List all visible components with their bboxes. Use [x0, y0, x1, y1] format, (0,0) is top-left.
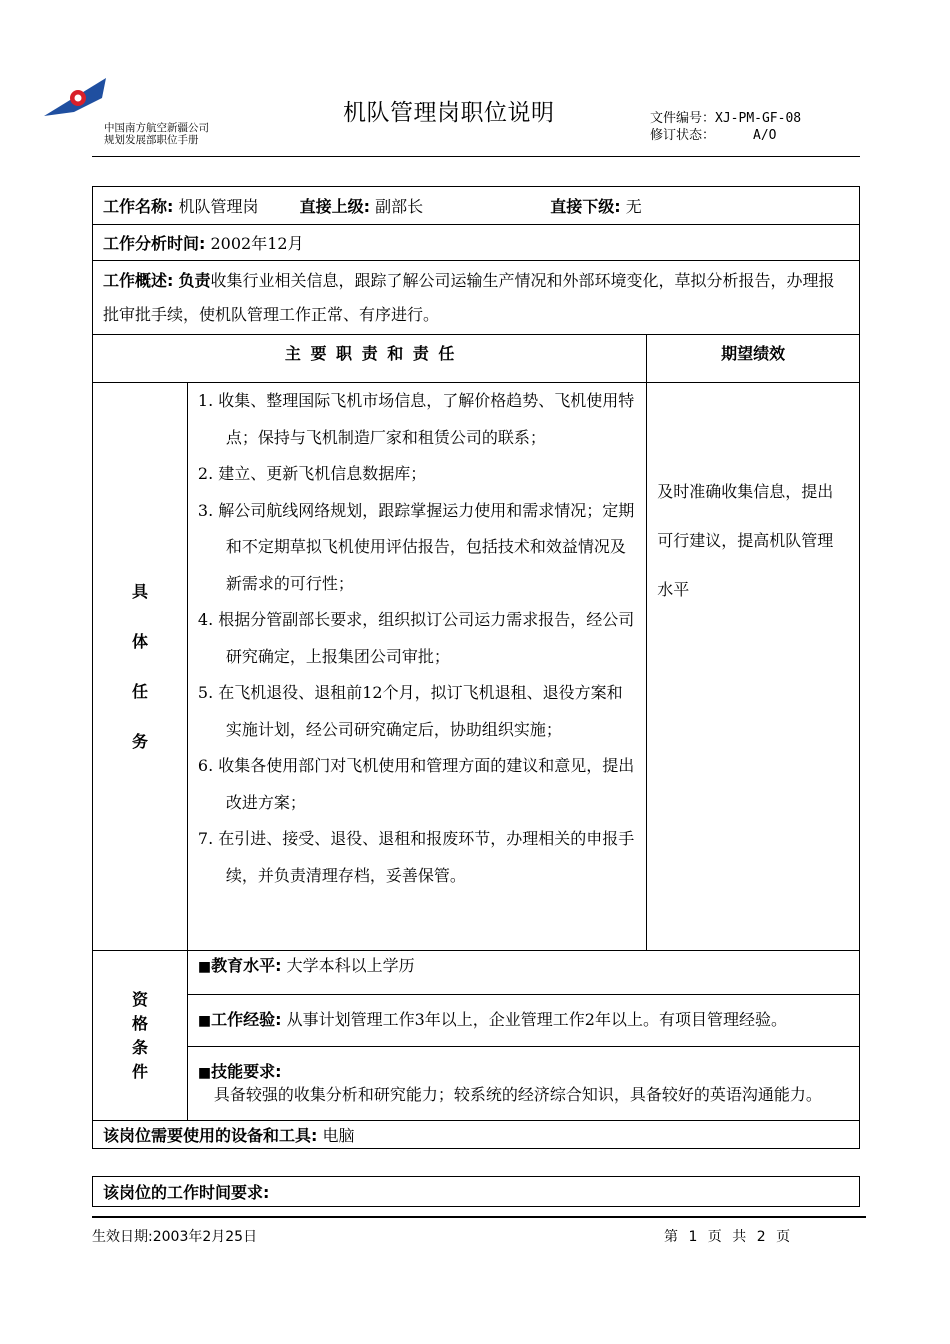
equipment-row — [93, 1121, 860, 1149]
equipment-label: 该岗位需要使用的设备和工具: — [103, 1126, 318, 1145]
education-row — [93, 951, 860, 995]
superior: 副部长 — [375, 197, 424, 216]
skills-label: 技能要求: — [211, 1062, 282, 1081]
skills-cell — [187, 1047, 859, 1121]
document-info — [650, 110, 801, 144]
superior-label: 直接上级: — [299, 197, 371, 216]
job-name-label: 工作名称: — [103, 197, 174, 216]
qualifications-side-label — [93, 951, 188, 1121]
company-line-2: 规划发展部职位手册 — [104, 134, 199, 146]
performance-cell: 及时准确收集信息，提出可行建议，提高机队管理水平 — [647, 383, 860, 951]
bullet-square-icon: ■ — [197, 959, 212, 975]
education-label: 教育水平: — [211, 956, 282, 975]
task-list — [198, 383, 636, 894]
side-char: 条 — [131, 1037, 148, 1057]
effective-date: 生效日期:2003年2月25日 — [92, 1229, 258, 1245]
tasks-cell — [187, 383, 646, 951]
tasks-side-label — [93, 383, 188, 951]
task-item: 4. 根据分管副部长要求，组织拟订公司运力需求报告，经公司研究确定，上报集团公司审批； — [197, 610, 635, 666]
work-time-label: 该岗位的工作时间要求: — [93, 1177, 860, 1207]
side-char: 资 — [131, 989, 148, 1009]
experience-row — [93, 995, 860, 1047]
side-char: 务 — [131, 731, 148, 751]
task-item: 5. 在飞机退役、退租前12个月，拟订飞机退租、退役方案和实施计划，经公司研究确定后，协助组织实施； — [197, 683, 623, 739]
task-item: 1. 收集、整理国际飞机市场信息，了解价格趋势、飞机使用特点；保持与飞机制造厂家和租赁公司的联系； — [197, 391, 635, 447]
job-description-table — [92, 186, 860, 1149]
company-name — [104, 122, 209, 146]
bullet-square-icon: ■ — [197, 1013, 212, 1029]
side-char: 具 — [131, 581, 148, 601]
overview-row — [93, 261, 860, 335]
skills-row — [93, 1047, 860, 1121]
task-item: 6. 收集各使用部门对飞机使用和管理方面的建议和意见，提出改进方案； — [197, 756, 635, 812]
performance-header: 期望绩效 — [647, 335, 860, 383]
task-item: 7. 在引进、接受、退役、退租和报废环节，办理相关的申报手续，并负责清理存档，妥善保管。 — [197, 829, 635, 885]
page-number: 第 1 页 共 2 页 — [664, 1229, 791, 1245]
side-char: 体 — [131, 631, 148, 651]
doc-no-label: 文件编号： — [650, 111, 716, 126]
company-line-1: 中国南方航空新疆公司 — [104, 122, 209, 134]
job-basic-row — [93, 187, 860, 225]
analysis-time-label: 工作分析时间: — [103, 234, 206, 253]
education: 大学本科以上学历 — [286, 956, 415, 975]
task-item: 2. 建立、更新飞机信息数据库； — [197, 464, 427, 483]
overview-label: 工作概述: — [103, 270, 174, 290]
task-item: 3. 解公司航线网络规划，跟踪掌握运力使用和需求情况；定期和不定期草拟飞机使用评估报告，包括技术和效益情况及新需求的可行性； — [197, 500, 635, 593]
header-divider — [92, 156, 860, 157]
work-time-table — [92, 1176, 860, 1207]
education-cell — [187, 951, 859, 995]
kapok-logo-icon — [44, 76, 110, 120]
tasks-row — [93, 383, 860, 951]
job-basic-cell — [93, 187, 860, 225]
revision: A/O — [753, 128, 777, 143]
bullet-square-icon: ■ — [197, 1065, 212, 1081]
skills: 具备较强的收集分析和研究能力；较系统的经济综合知识，具备较好的英语沟通能力。 — [213, 1085, 822, 1104]
subordinate-label: 直接下级: — [550, 197, 621, 216]
revision-label: 修订状态： — [650, 128, 716, 143]
analysis-time: 2002年12月 — [210, 234, 304, 253]
experience-label: 工作经验: — [211, 1010, 282, 1029]
side-char: 件 — [131, 1061, 148, 1081]
subordinate: 无 — [625, 197, 642, 216]
equipment: 电脑 — [322, 1126, 355, 1145]
analysis-time-row — [93, 225, 860, 261]
overview-text: 收集行业相关信息，跟踪了解公司运输生产情况和外部环境变化，草拟分析报告，办理报批审批手续，使机队管理工作正常、有序进行。 — [103, 270, 835, 324]
duties-header-row — [93, 335, 860, 383]
doc-no: XJ-PM-GF-08 — [715, 111, 802, 126]
document-title: 机队管理岗职位说明 — [343, 100, 555, 126]
job-name: 机队管理岗 — [178, 197, 259, 216]
experience: 从事计划管理工作3年以上，企业管理工作2年以上。有项目管理经验。 — [286, 1010, 787, 1029]
company-logo — [44, 76, 110, 120]
work-time-row — [93, 1177, 860, 1207]
equipment-cell — [93, 1121, 860, 1149]
side-char: 任 — [131, 681, 148, 701]
footer-divider — [92, 1216, 866, 1218]
overview-bold: 负责 — [178, 270, 211, 290]
side-char: 格 — [131, 1013, 148, 1033]
duties-header: 主 要 职 责 和 责 任 — [93, 335, 647, 383]
experience-cell — [187, 995, 859, 1047]
